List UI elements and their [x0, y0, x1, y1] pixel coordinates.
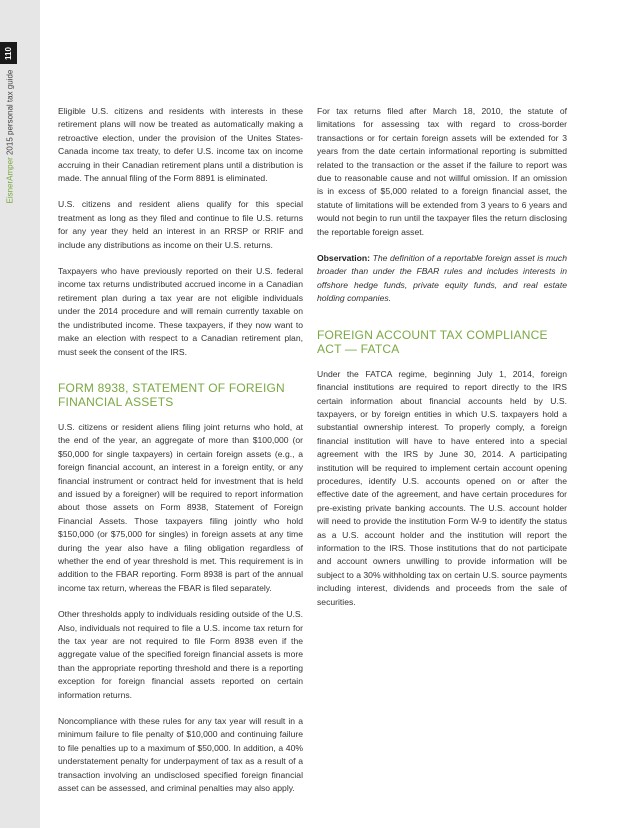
- observation-text: The definition of a reportable foreign asset is much broader than under the FBAR rules and includes interests in offshore hedge funds, private equity funds, and real estate holding companies.: [317, 253, 568, 304]
- paragraph: Eligible U.S. citizens and residents with interests in these retirement plans will now be treated as automatically making a retroactive election, under the provision of the Unites States-Canada income tax treaty, to defer U.S. income tax on income accruing in their Canadian retirement plans until a distribution is made. The annual filing of the Form 8891 is eliminated.: [58, 106, 303, 184]
- page-number-tab: [0, 42, 17, 64]
- sidebar: [0, 0, 40, 828]
- observation-note: [317, 252, 567, 306]
- paragraph: Other thresholds apply to individuals residing outside of the U.S. Also, individuals not required to file a U.S. income tax return for the tax year are not required to file Form 8938 even if the aggregate value of the specified foreign financial assets is more than the appropriate reporting threshold and there is a reporting exception for foreign financial assets reported on certain information returns.: [58, 609, 303, 700]
- section-heading-form-8938: FORM 8938, STATEMENT OF FOREIGN FINANCIAL ASSETS: [58, 380, 285, 409]
- guide-title: 2015 personal tax guide: [5, 69, 15, 156]
- paragraph: Under the FATCA regime, beginning July 1, 2014, foreign financial institutions are required to report directly to the IRS certain information about financial accounts held by U.S. taxpayers, or by foreign entities in which U.S. taxpayers hold a substantial ownership interest. To properly comply, a foreign financial institution will have to have entered into a special agreement with the IRS by June 30, 2014. A participating institution will be required to implement certain account opening procedures, identify U.S. accounts opened on or after the effective date of the agreement, and have certain procedures for pre-existing private banking accounts. The U.S. account holder will need to provide the institution Form W-9 to identify the status as a U.S. account holder and the institution will report the information to the IRS. Those institutions that do not participate and account owners unwilling to provide information will be subject to a 30% withholding tax on certain U.S. source payments including interest, dividends and proceeds from the sale of securities.: [317, 368, 567, 607]
- section-heading-fatca: FOREIGN ACCOUNT TAX COMPLIANCE ACT — FATCA: [317, 327, 548, 356]
- paragraph: For tax returns filed after March 18, 2010, the statute of limitations for assessing tax with regard to cross-border transactions or for certain foreign assets will be extended for 3 years from the date certain informational reporting is submitted related to the transaction or the asset if the failure to report was due to reasonable cause and not willful omission. If an omission is in excess of $5,000 related to a foreign financial asset, the statute of limitations will be extended from 3 years to 6 years and would not begin to run until the taxpayer files the return disclosing the reportable foreign asset.: [317, 106, 567, 237]
- guide-title-vertical: [5, 69, 17, 204]
- brand-name: EisnerAmper: [5, 157, 15, 204]
- right-column: [317, 105, 567, 622]
- left-column: [58, 105, 303, 808]
- paragraph: U.S. citizens and resident aliens qualify for this special treatment as long as they filed and continue to file U.S. returns for any year they held an interest in an RRSP or RRIF and include any distributions as income on their U.S. returns.: [58, 199, 303, 250]
- observation-label: Observation:: [317, 253, 371, 264]
- paragraph: Taxpayers who have previously reported on their U.S. federal income tax returns undistributed accrued income in a Canadian retirement plan during a tax year are not eligible individuals under the 2014 procedure and will remain currently taxable on the undistributed income. These taxpayers, if they now want to make an election with respect to a Canadian retirement plan, must seek the consent of the IRS.: [58, 266, 303, 357]
- page-number: 110: [4, 46, 13, 60]
- paragraph: U.S. citizens or resident aliens filing joint returns who hold, at the end of the year, an aggregate of more than $100,000 (or $50,000 for single taxpayers) in certain foreign assets (e.g., a foreign financial account, an interest in a foreign entity, or any financial instrument or contract held for investment that is held and issued by a foreigner) will be required to report information about those assets on Form 8938, Statement of Foreign Financial Assets. Those taxpayers filing jointly who hold $150,000 (or $75,000 for singles) in foreign assets at any time during the year also have a filing obligation regardless of whether the end of year threshold is met. This requirement is in addition to the FBAR reporting. Form 8938 is part of the annual income tax return, whereas the FBAR is filed separately.: [58, 421, 303, 593]
- paragraph: Noncompliance with these rules for any tax year will result in a minimum failure to file penalty of $10,000 and continuing failure to file penalties up to a maximum of $50,000. In addition, a 40% understatement penalty for underpayment of tax as a result of a transaction involving an undisclosed specified foreign financial asset can be assessed, and criminal penalties may also apply.: [58, 716, 303, 794]
